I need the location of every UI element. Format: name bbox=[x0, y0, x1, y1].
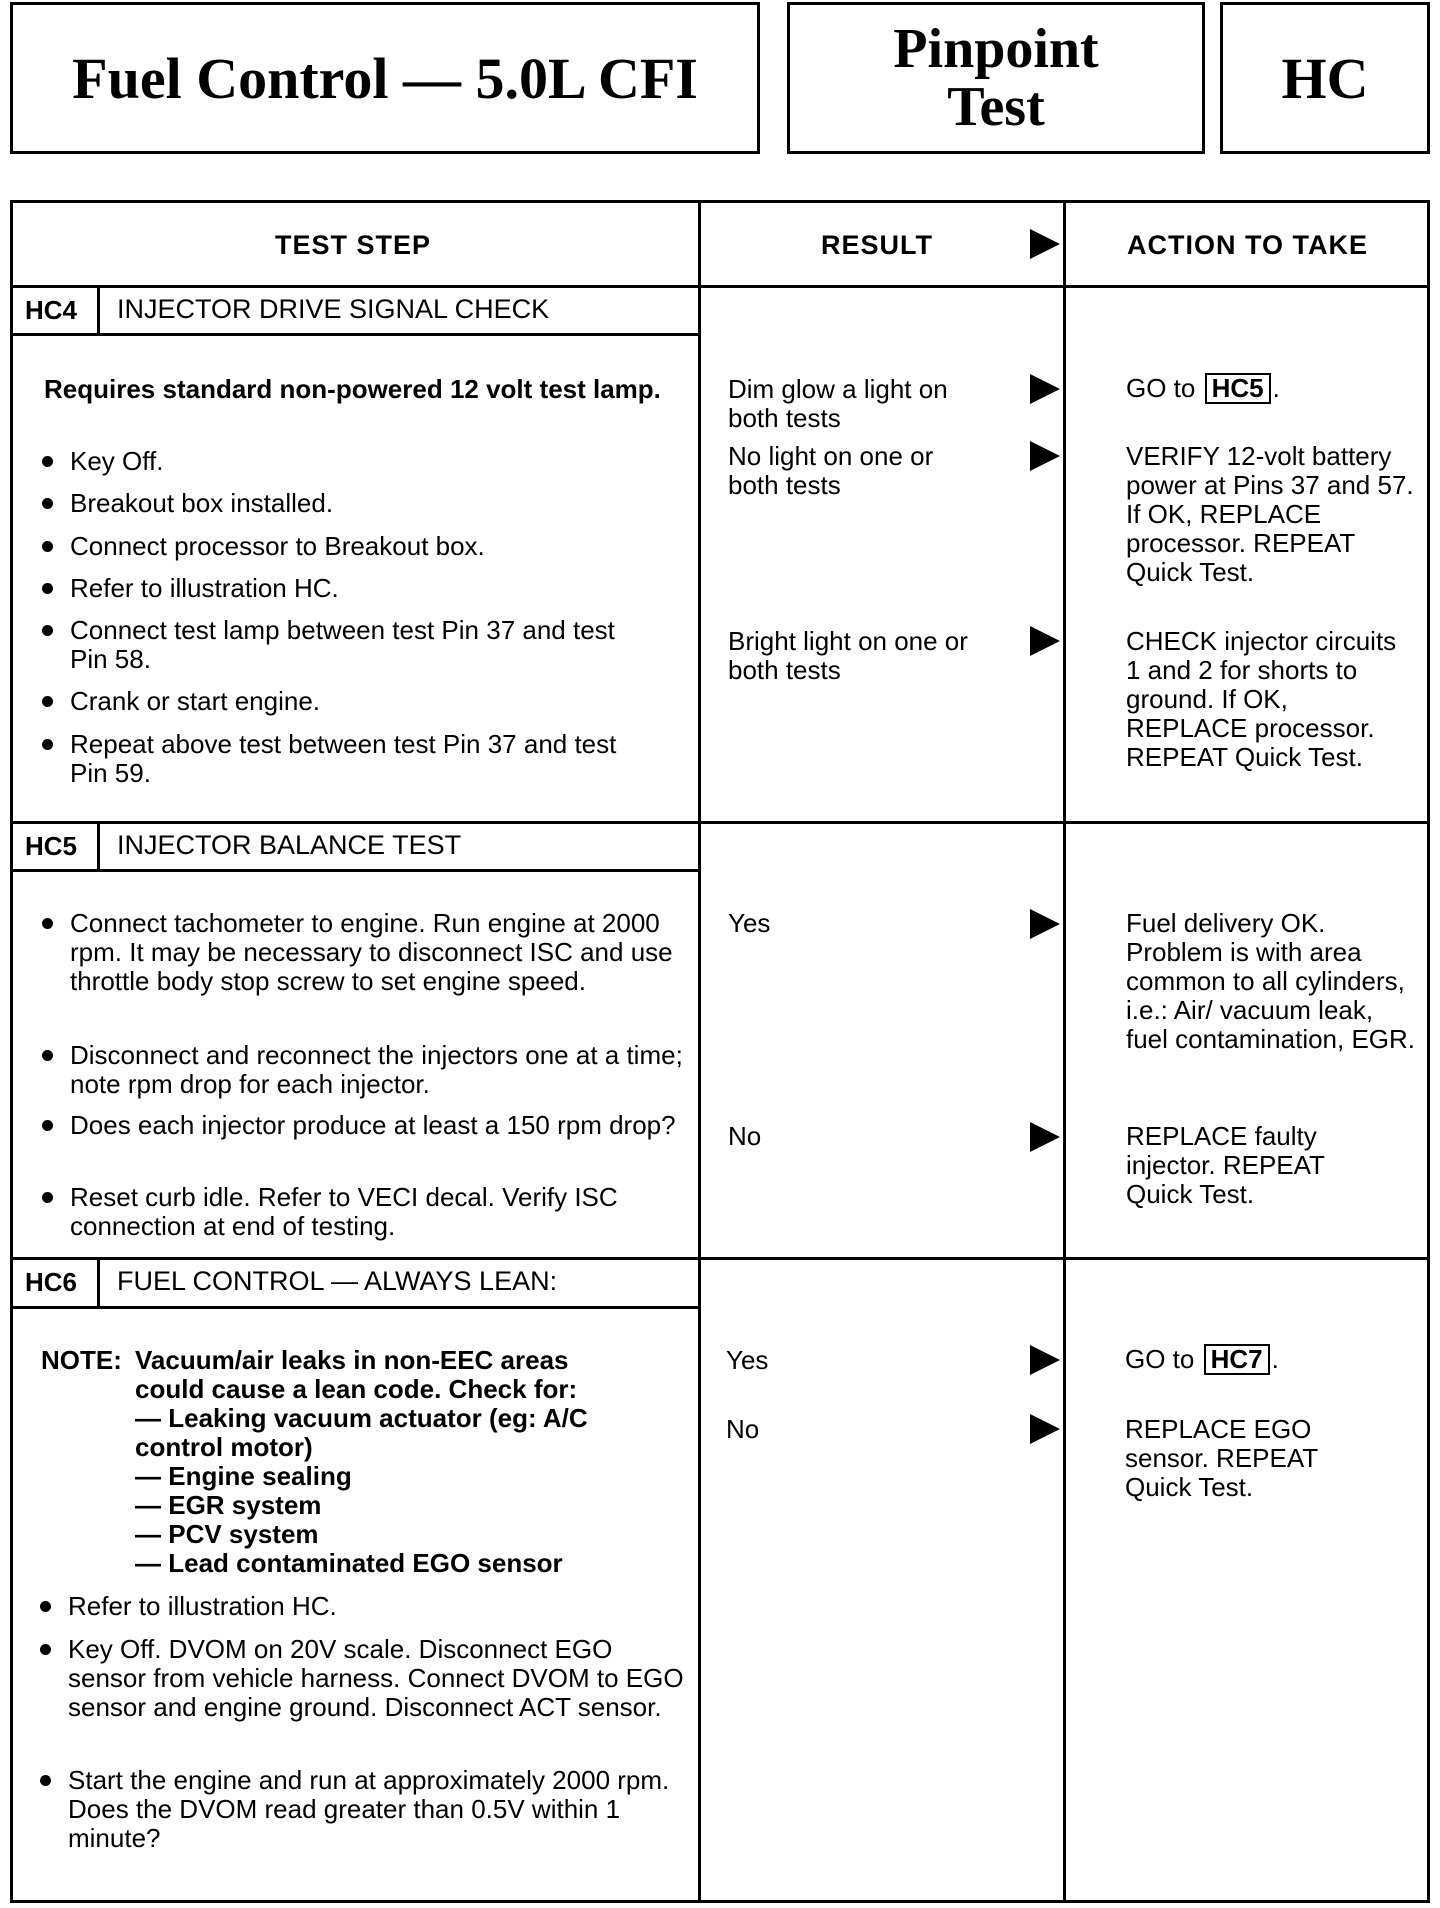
hc6-bullet-2: Key Off. DVOM on 20V scale. Disconnect EGO sensor from vehicle harness. Connect DVOM to EGO sensor and engine ground. Disconnect ACT sensor. bbox=[40, 1635, 688, 1722]
col-header-result: RESULT bbox=[821, 230, 933, 260]
hc4-bullet-4: Refer to illustration HC. bbox=[42, 574, 690, 603]
page-title bbox=[10, 2, 760, 154]
hc4-result-1-arrow-icon bbox=[1030, 374, 1060, 404]
page-title-text: Fuel Control — 5.0L CFI bbox=[72, 45, 698, 111]
col-divider-1 bbox=[698, 203, 701, 1900]
header-divider bbox=[13, 285, 1427, 288]
pinpoint-line1: Pinpoint bbox=[893, 18, 1099, 80]
hc4-result-2: No light on one or both tests bbox=[728, 441, 934, 500]
hc6-step-title: FUEL CONTROL — ALWAYS LEAN: bbox=[117, 1266, 558, 1296]
hc4-result-3-arrow-icon bbox=[1030, 626, 1060, 656]
col-header-action: ACTION TO TAKE bbox=[1127, 230, 1368, 260]
hc5-step-title: INJECTOR BALANCE TEST bbox=[117, 830, 462, 860]
hc6-check-item-5: — Lead contaminated EGO sensor bbox=[135, 1548, 563, 1578]
hc6-action-yes-prefix: GO to bbox=[1125, 1344, 1195, 1374]
hc5-action-yes: Fuel delivery OK. Problem is with area common to all cylinders, i.e.: Air/ vacuum leak, fuel contamination, EGR. bbox=[1126, 908, 1416, 1054]
col-header-test-step: TEST STEP bbox=[275, 230, 432, 260]
hc4-bullet-7: Repeat above test between test Pin 37 and test Pin 59. bbox=[42, 730, 630, 788]
hc4-result-1: Dim glow a light on both tests bbox=[728, 374, 948, 433]
hc6-title-divider bbox=[13, 1306, 701, 1309]
pinpoint-line2: Test bbox=[947, 76, 1045, 138]
pinpoint-test-label bbox=[787, 2, 1205, 154]
hc4-action-2: VERIFY 12-volt battery power at Pins 37 and 57. If OK, REPLACE processor. REPEAT Quick Test. bbox=[1126, 441, 1414, 587]
hc4-bullet-1: Key Off. bbox=[42, 447, 690, 476]
hc6-action-no: REPLACE EGO sensor. REPEAT Quick Test. bbox=[1125, 1414, 1318, 1502]
hc5-bullet-3: Does each injector produce at least a 150 rpm drop? bbox=[42, 1111, 690, 1140]
hc4-goto-ref: HC5 bbox=[1205, 373, 1271, 404]
hc5-bullet-2: Disconnect and reconnect the injectors one at a time; note rpm drop for each injector. bbox=[42, 1041, 690, 1099]
hc6-result-yes: Yes bbox=[726, 1345, 769, 1375]
hc4-action-3: CHECK injector circuits 1 and 2 for shorts to ground. If OK, REPLACE processor. REPEAT Quick Test. bbox=[1126, 626, 1397, 772]
hc6-note-text: Vacuum/air leaks in non-EEC areas could cause a lean code. Check for: bbox=[135, 1345, 578, 1404]
hc4-bullet-5: Connect test lamp between test Pin 37 and test Pin 58. bbox=[42, 616, 630, 674]
hc5-action-no: REPLACE faulty injector. REPEAT Quick Test. bbox=[1126, 1121, 1325, 1209]
hc5-id-divider bbox=[97, 821, 100, 872]
test-code-box bbox=[1220, 2, 1430, 154]
hc4-action-1-prefix: GO to bbox=[1126, 373, 1196, 403]
pinpoint-test-table bbox=[10, 200, 1430, 1903]
hc4-id-divider bbox=[97, 285, 100, 336]
hc4-step-id: HC4 bbox=[25, 295, 78, 325]
hc4-bullet-6: Crank or start engine. bbox=[42, 687, 690, 716]
hc6-action-yes bbox=[1125, 1344, 1415, 1375]
hc5-result-yes-arrow-icon bbox=[1030, 909, 1060, 939]
hc4-result-2-arrow-icon bbox=[1030, 441, 1060, 471]
hc6-result-yes-arrow-icon bbox=[1030, 1345, 1060, 1375]
hc5-bullet-1: Connect tachometer to engine. Run engine at 2000 rpm. It may be necessary to disconnect ISC and use throttle body stop screw to set engine speed. bbox=[42, 909, 690, 996]
hc6-result-no: No bbox=[726, 1414, 760, 1444]
hc4-title-divider bbox=[13, 333, 701, 336]
col-divider-2 bbox=[1063, 203, 1066, 1900]
hc5-result-yes: Yes bbox=[728, 908, 771, 938]
test-code: HC bbox=[1281, 45, 1369, 111]
result-arrow-icon bbox=[1030, 229, 1060, 259]
hc6-check-item-3: — EGR system bbox=[135, 1490, 322, 1520]
hc6-step-id: HC6 bbox=[25, 1267, 78, 1297]
hc4-requirement-note: Requires standard non-powered 12 volt test lamp. bbox=[44, 374, 661, 404]
hc5-title-divider bbox=[13, 869, 701, 872]
hc4-result-3: Bright light on one or both tests bbox=[728, 626, 968, 685]
hc6-action-yes-suffix: . bbox=[1271, 1344, 1279, 1374]
hc5-step-id: HC5 bbox=[25, 831, 78, 861]
hc4-action-1 bbox=[1126, 373, 1416, 404]
hc5-bullet-4: Reset curb idle. Refer to VECI decal. Verify ISC connection at end of testing. bbox=[42, 1183, 690, 1241]
hc4-bottom-divider bbox=[13, 821, 1427, 824]
hc6-id-divider bbox=[97, 1257, 100, 1309]
hc5-bottom-divider bbox=[13, 1257, 1427, 1260]
hc4-bullet-3: Connect processor to Breakout box. bbox=[42, 532, 690, 561]
hc4-action-1-suffix: . bbox=[1272, 373, 1280, 403]
hc6-goto-ref: HC7 bbox=[1204, 1344, 1270, 1375]
hc6-result-no-arrow-icon bbox=[1030, 1414, 1060, 1444]
hc4-step-title: INJECTOR DRIVE SIGNAL CHECK bbox=[117, 294, 550, 324]
hc6-bullet-3: Start the engine and run at approximately 2000 rpm. Does the DVOM read greater than 0.5V within 1 minute? bbox=[40, 1766, 688, 1853]
hc6-bullet-1: Refer to illustration HC. bbox=[40, 1592, 688, 1621]
hc6-check-item-2: — Engine sealing bbox=[135, 1461, 352, 1491]
hc6-check-item-4: — PCV system bbox=[135, 1519, 319, 1549]
hc4-bullet-2: Breakout box installed. bbox=[42, 489, 690, 518]
hc5-result-no-arrow-icon bbox=[1030, 1122, 1060, 1152]
hc6-note-label: NOTE: bbox=[41, 1345, 122, 1375]
hc6-check-item-1: — Leaking vacuum actuator (eg: A/C control motor) bbox=[135, 1403, 588, 1462]
hc5-result-no: No bbox=[728, 1121, 762, 1151]
